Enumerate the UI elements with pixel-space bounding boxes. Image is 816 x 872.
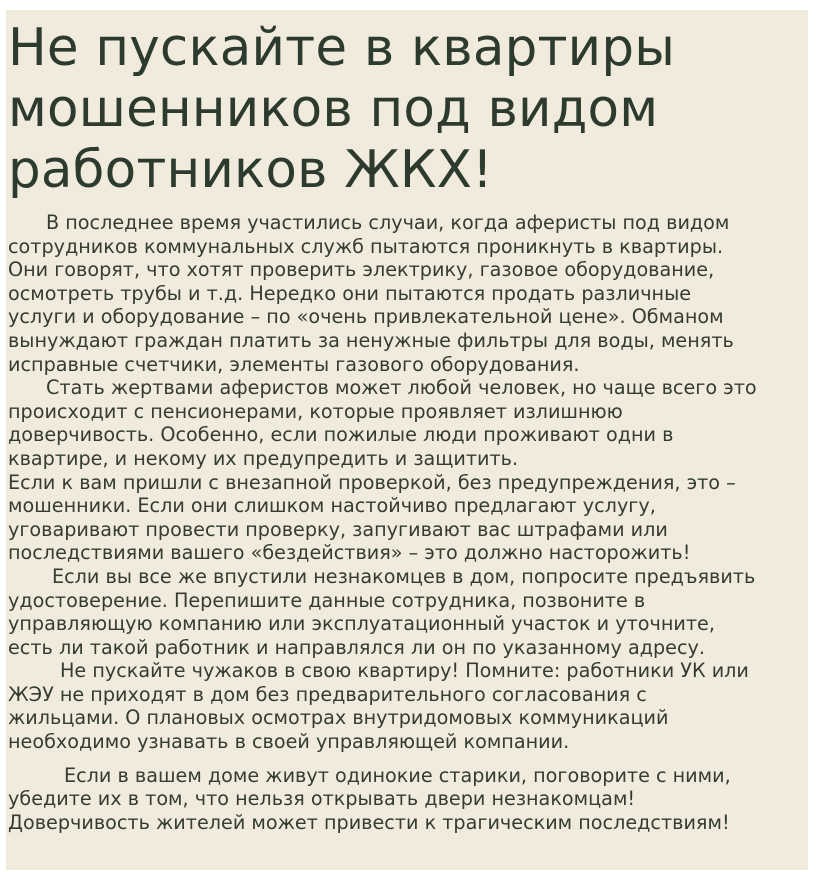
paragraph-victims: Стать жертвами аферистов может любой человек, но чаще всего это происходит с пенсионерами, которые проявляет излишнюю доверчивость. Особенно, если пожилые люди проживают одни в квартире, и некому их предупредить и защитить. xyxy=(8,376,757,470)
paragraph-reminder: Не пускайте чужаков в свою квартиру! Помните: работники УК или ЖЭУ не приходят в дом без предварительного согласования с жильцами. О плановых осмотрах внутридомовых коммуникаций необходимо узнавать в своей управляющей компании. xyxy=(8,659,749,754)
document-page xyxy=(6,10,808,870)
paragraph-verification: Если вы все же впустили незнакомцев в дом, попросите предъявить удостоверение. Перепишите данные сотрудника, позвоните в управляющую компанию или эксплуатационный участок и уточните, есть ли такой работник и направлялся ли он по указанному адресу. xyxy=(8,564,756,659)
paragraph-elderly: Если в вашем доме живут одинокие старики, поговорите с ними, убедите их в том, что нельзя открывать двери незнакомцам! Доверчивость жителей может привести к трагическим последствиям! xyxy=(8,763,731,834)
page-title: Не пускайте в квартиры мошенников под видом работников ЖКХ! xyxy=(8,18,676,200)
paragraph-warning: Если к вам пришли с внезапной проверкой, без предупреждения, это – мошенники. Если они слишком настойчиво предлагают услугу, уговаривают провести проверку, запугивают вас штрафами или последствиями вашего «бездействия» – это должно насторожить! xyxy=(8,470,736,565)
article-body xyxy=(8,211,804,834)
paragraph-intro: В последнее время участились случаи, когда аферисты под видом сотрудников коммунальных служб пытаются проникнуть в квартиры. Они говорят, что хотят проверить электрику, газовое оборудование, осмотреть трубы и т.д. Нередко они пытаются продать различные услуги и оборудование – по «очень привлекательной цене». Обманом вынуждают граждан платить за ненужные фильтры для воды, менять исправные счетчики, элементы газового оборудования. xyxy=(8,211,734,376)
